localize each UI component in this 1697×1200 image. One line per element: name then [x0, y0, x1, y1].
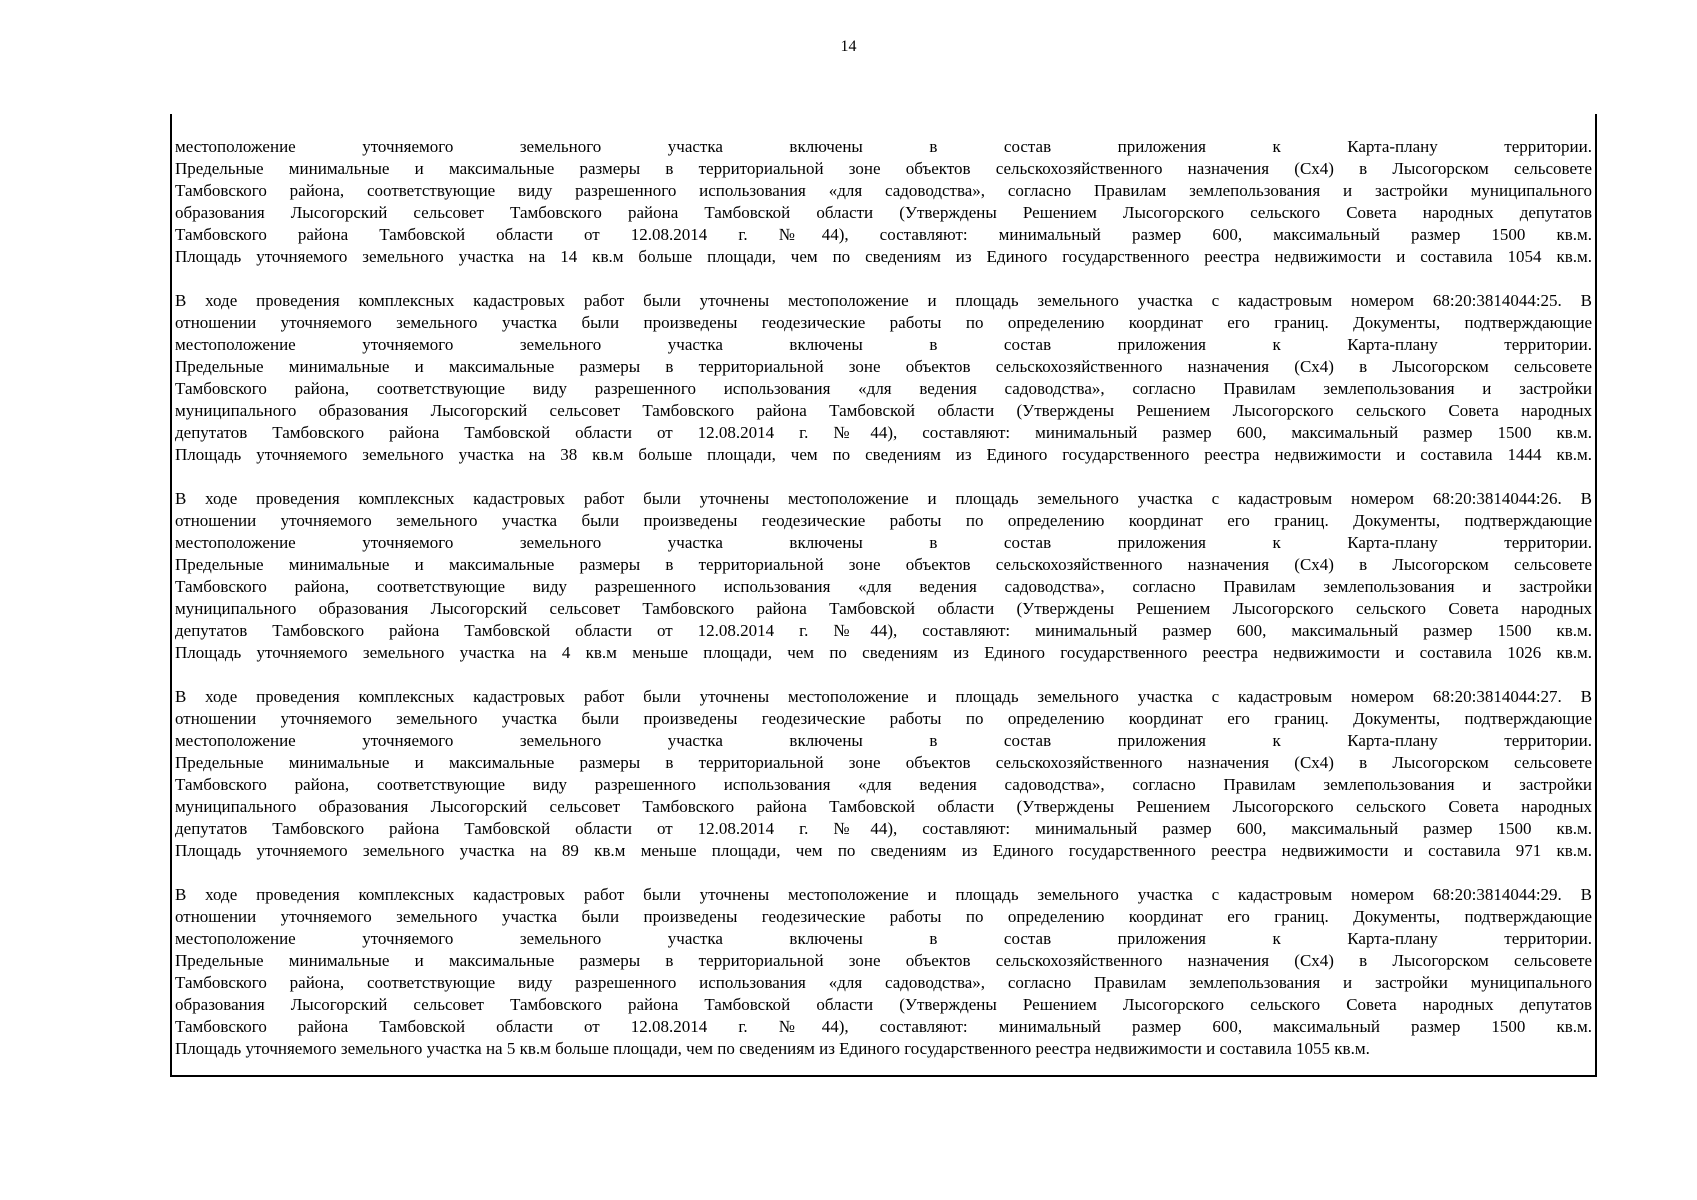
text-line: отношении уточняемого земельного участка были произведены геодезические работы по определению координат его границ. Документы, подтверждающие	[175, 313, 1592, 332]
text-line: отношении уточняемого земельного участка были произведены геодезические работы по определению координат его границ. Документы, подтверждающие	[175, 511, 1592, 530]
text-line: муниципального образования Лысогорский сельсовет Тамбовского района Тамбовской области (Утверждены Решением Лысогорского сельского Совета народных	[175, 599, 1592, 618]
text-line: Предельные минимальные и максимальные размеры в территориальной зоне объектов сельскохозяйственного назначения (Сх4) в Лысогорском сельсовете	[175, 357, 1592, 376]
text-line: местоположение уточняемого земельного участка включены в состав приложения к Карта-плану территории.	[175, 137, 1592, 156]
text-line: В ходе проведения комплексных кадастровых работ были уточнены местоположение и площадь земельного участка с кадастровым номером 68:20:3814044:27. В	[175, 687, 1592, 706]
text-line: Предельные минимальные и максимальные размеры в территориальной зоне объектов сельскохозяйственного назначения (Сх4) в Лысогорском сельсовете	[175, 555, 1592, 574]
text-line: Площадь уточняемого земельного участка на 89 кв.м меньше площади, чем по сведениям из Единого государственного реестра недвижимости и составила 971 кв.м.	[175, 841, 1592, 860]
text-line: В ходе проведения комплексных кадастровых работ были уточнены местоположение и площадь земельного участка с кадастровым номером 68:20:3814044:25. В	[175, 291, 1592, 310]
paragraph-4	[175, 686, 1592, 862]
text-line: В ходе проведения комплексных кадастровых работ были уточнены местоположение и площадь земельного участка с кадастровым номером 68:20:3814044:29. В	[175, 885, 1592, 904]
document-body	[175, 136, 1592, 1082]
text-line: образования Лысогорский сельсовет Тамбовского района Тамбовской области (Утверждены Решением Лысогорского сельского Совета народных депутатов	[175, 995, 1592, 1014]
text-line: депутатов Тамбовского района Тамбовской области от 12.08.2014 г. №44), составляют: минимальный размер 600, максимальный размер 1500 кв.м.	[175, 819, 1592, 838]
text-line: депутатов Тамбовского района Тамбовской области от 12.08.2014 г. №44), составляют: минимальный размер 600, максимальный размер 1500 кв.м.	[175, 423, 1592, 442]
text-line: Предельные минимальные и максимальные размеры в территориальной зоне объектов сельскохозяйственного назначения (Сх4) в Лысогорском сельсовете	[175, 159, 1592, 178]
text-line: Тамбовского района, соответствующие виду разрешенного использования «для ведения садоводства», согласно Правилам землепользования и застройки	[175, 379, 1592, 398]
text-line: местоположение уточняемого земельного участка включены в состав приложения к Карта-плану территории.	[175, 533, 1592, 552]
text-line: Тамбовского района, соответствующие виду разрешенного использования «для ведения садоводства», согласно Правилам землепользования и застройки	[175, 775, 1592, 794]
page-number: 14	[840, 38, 857, 55]
paragraph-3	[175, 488, 1592, 664]
text-line: Тамбовского района Тамбовской области от 12.08.2014 г. №44), составляют: минимальный размер 600, максимальный размер 1500 кв.м.	[175, 225, 1592, 244]
text-line: Площадь уточняемого земельного участка на 4 кв.м меньше площади, чем по сведениям из Единого государственного реестра недвижимости и составила 1026 кв.м.	[175, 643, 1592, 662]
text-line: местоположение уточняемого земельного участка включены в состав приложения к Карта-плану территории.	[175, 929, 1592, 948]
text-line: отношении уточняемого земельного участка были произведены геодезические работы по определению координат его границ. Документы, подтверждающие	[175, 907, 1592, 926]
document-frame	[170, 114, 1597, 1077]
text-line: образования Лысогорский сельсовет Тамбовского района Тамбовской области (Утверждены Решением Лысогорского сельского Совета народных депутатов	[175, 203, 1592, 222]
text-line: Тамбовского района, соответствующие виду разрешенного использования «для ведения садоводства», согласно Правилам землепользования и застройки	[175, 577, 1592, 596]
text-line: муниципального образования Лысогорский сельсовет Тамбовского района Тамбовской области (Утверждены Решением Лысогорского сельского Совета народных	[175, 797, 1592, 816]
text-line: местоположение уточняемого земельного участка включены в состав приложения к Карта-плану территории.	[175, 731, 1592, 750]
text-line: Тамбовского района, соответствующие виду разрешенного использования «для садоводства», согласно Правилам землепользования и застройки муниципального	[175, 973, 1592, 992]
text-line: Предельные минимальные и максимальные размеры в территориальной зоне объектов сельскохозяйственного назначения (Сх4) в Лысогорском сельсовете	[175, 951, 1592, 970]
text-line: Площадь уточняемого земельного участка на 14 кв.м больше площади, чем по сведениям из Единого государственного реестра недвижимости и составила 1054 кв.м.	[175, 247, 1592, 266]
text-line: Площадь уточняемого земельного участка на 38 кв.м больше площади, чем по сведениям из Единого государственного реестра недвижимости и составила 1444 кв.м.	[175, 445, 1592, 464]
paragraph-2	[175, 290, 1592, 466]
text-line: Тамбовского района Тамбовской области от 12.08.2014 г. №44), составляют: минимальный размер 600, максимальный размер 1500 кв.м.	[175, 1017, 1592, 1036]
text-line: В ходе проведения комплексных кадастровых работ были уточнены местоположение и площадь земельного участка с кадастровым номером 68:20:3814044:26. В	[175, 489, 1592, 508]
text-line: Площадь уточняемого земельного участка на 5 кв.м больше площади, чем по сведениям из Единого государственного реестра недвижимости и составила 1055 кв.м.	[175, 1039, 1370, 1058]
text-line: местоположение уточняемого земельного участка включены в состав приложения к Карта-плану территории.	[175, 335, 1592, 354]
text-line: Предельные минимальные и максимальные размеры в территориальной зоне объектов сельскохозяйственного назначения (Сх4) в Лысогорском сельсовете	[175, 753, 1592, 772]
text-line: депутатов Тамбовского района Тамбовской области от 12.08.2014 г. №44), составляют: минимальный размер 600, максимальный размер 1500 кв.м.	[175, 621, 1592, 640]
text-line: Тамбовского района, соответствующие виду разрешенного использования «для садоводства», согласно Правилам землепользования и застройки муниципального	[175, 181, 1592, 200]
text-line: муниципального образования Лысогорский сельсовет Тамбовского района Тамбовской области (Утверждены Решением Лысогорского сельского Совета народных	[175, 401, 1592, 420]
paragraph-1	[175, 136, 1592, 268]
text-line: отношении уточняемого земельного участка были произведены геодезические работы по определению координат его границ. Документы, подтверждающие	[175, 709, 1592, 728]
paragraph-5	[175, 884, 1592, 1060]
